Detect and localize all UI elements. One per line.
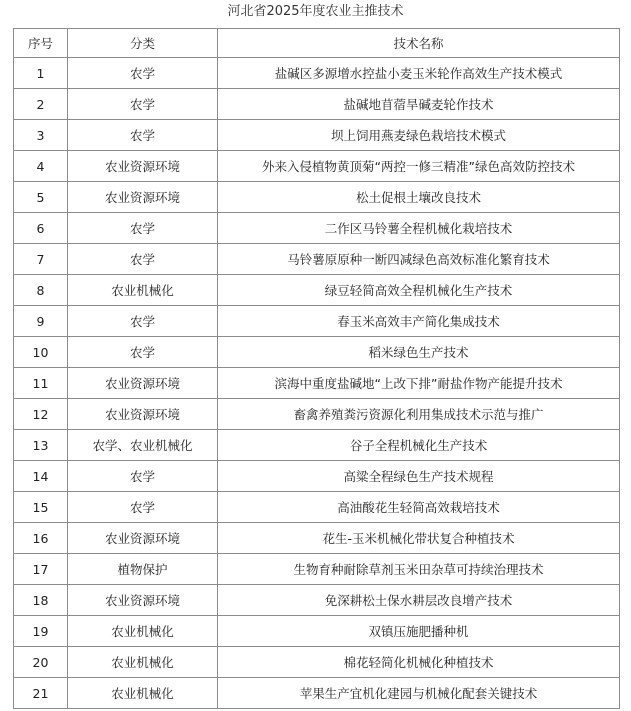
cell-technology-name: 畜禽养殖粪污资源化利用集成技术示范与推广 [218, 399, 620, 430]
table-row [14, 461, 620, 492]
cell-serial-number: 5 [14, 182, 68, 213]
cell-category: 农业机械化 [68, 647, 218, 678]
cell-category: 农学 [68, 461, 218, 492]
table-row [14, 399, 620, 430]
cell-category: 农学 [68, 120, 218, 151]
cell-serial-number: 8 [14, 275, 68, 306]
cell-technology-name: 棉花轻简化机械化种植技术 [218, 647, 620, 678]
cell-category: 农业资源环境 [68, 523, 218, 554]
cell-serial-number: 19 [14, 616, 68, 647]
cell-category: 农业资源环境 [68, 368, 218, 399]
header-category: 分类 [68, 29, 218, 58]
cell-category: 农学、农业机械化 [68, 430, 218, 461]
cell-category: 植物保护 [68, 554, 218, 585]
table-row [14, 492, 620, 523]
cell-technology-name: 盐碱区多源增水控盐小麦玉米轮作高效生产技术模式 [218, 58, 620, 89]
cell-technology-name: 生物育种耐除草剂玉米田杂草可持续治理技术 [218, 554, 620, 585]
cell-technology-name: 免深耕松土保水耕层改良增产技术 [218, 585, 620, 616]
cell-serial-number: 12 [14, 399, 68, 430]
table-row [14, 89, 620, 120]
cell-serial-number: 13 [14, 430, 68, 461]
table-row [14, 523, 620, 554]
table-row [14, 647, 620, 678]
cell-serial-number: 20 [14, 647, 68, 678]
table-row [14, 58, 620, 89]
table-row [14, 337, 620, 368]
cell-serial-number: 9 [14, 306, 68, 337]
cell-technology-name: 高油酸花生轻简高效栽培技术 [218, 492, 620, 523]
cell-serial-number: 16 [14, 523, 68, 554]
cell-technology-name: 坝上饲用燕麦绿色栽培技术模式 [218, 120, 620, 151]
table-row [14, 244, 620, 275]
document-title: 河北省2025年度农业主推技术 [227, 4, 404, 19]
table-row [14, 430, 620, 461]
header-technology-name: 技术名称 [218, 29, 620, 58]
cell-technology-name: 松土促根土壤改良技术 [218, 182, 620, 213]
cell-serial-number: 17 [14, 554, 68, 585]
cell-serial-number: 7 [14, 244, 68, 275]
cell-serial-number: 1 [14, 58, 68, 89]
cell-category: 农业资源环境 [68, 399, 218, 430]
cell-technology-name: 盐碱地苜蓿旱碱麦轮作技术 [218, 89, 620, 120]
table-row [14, 368, 620, 399]
cell-technology-name: 绿豆轻简高效全程机械化生产技术 [218, 275, 620, 306]
table-row [14, 275, 620, 306]
cell-category: 农学 [68, 337, 218, 368]
cell-category: 农业机械化 [68, 678, 218, 709]
cell-serial-number: 10 [14, 337, 68, 368]
table-row [14, 554, 620, 585]
cell-category: 农学 [68, 213, 218, 244]
cell-technology-name: 稻米绿色生产技术 [218, 337, 620, 368]
table-row [14, 616, 620, 647]
cell-serial-number: 4 [14, 151, 68, 182]
cell-technology-name: 苹果生产宜机化建园与机械化配套关键技术 [218, 678, 620, 709]
cell-category: 农学 [68, 492, 218, 523]
cell-technology-name: 马铃薯原原种一断四减绿色高效标准化繁育技术 [218, 244, 620, 275]
cell-technology-name: 春玉米高效丰产简化集成技术 [218, 306, 620, 337]
table-row [14, 213, 620, 244]
cell-technology-name: 滨海中重度盐碱地“上改下排”耐盐作物产能提升技术 [218, 368, 620, 399]
technology-table [13, 28, 620, 709]
cell-category: 农学 [68, 89, 218, 120]
cell-serial-number: 14 [14, 461, 68, 492]
cell-serial-number: 3 [14, 120, 68, 151]
cell-serial-number: 15 [14, 492, 68, 523]
cell-technology-name: 高粱全程绿色生产技术规程 [218, 461, 620, 492]
table-row [14, 182, 620, 213]
cell-serial-number: 11 [14, 368, 68, 399]
cell-serial-number: 6 [14, 213, 68, 244]
table-row [14, 151, 620, 182]
table-row [14, 585, 620, 616]
table-row [14, 306, 620, 337]
cell-serial-number: 21 [14, 678, 68, 709]
cell-technology-name: 外来入侵植物黄顶菊“两控一修三精准”绿色高效防控技术 [218, 151, 620, 182]
cell-category: 农学 [68, 306, 218, 337]
cell-technology-name: 花生-玉米机械化带状复合种植技术 [218, 523, 620, 554]
cell-category: 农业机械化 [68, 275, 218, 306]
cell-category: 农学 [68, 58, 218, 89]
cell-category: 农业资源环境 [68, 585, 218, 616]
table-body [14, 58, 620, 709]
header-serial-number: 序号 [14, 29, 68, 58]
cell-category: 农学 [68, 244, 218, 275]
cell-technology-name: 双镇压施肥播种机 [218, 616, 620, 647]
table-row [14, 678, 620, 709]
table-header-row [14, 29, 620, 58]
cell-serial-number: 2 [14, 89, 68, 120]
cell-technology-name: 二作区马铃薯全程机械化栽培技术 [218, 213, 620, 244]
cell-category: 农业机械化 [68, 616, 218, 647]
cell-category: 农业资源环境 [68, 182, 218, 213]
cell-category: 农业资源环境 [68, 151, 218, 182]
cell-serial-number: 18 [14, 585, 68, 616]
cell-technology-name: 谷子全程机械化生产技术 [218, 430, 620, 461]
table-row [14, 120, 620, 151]
